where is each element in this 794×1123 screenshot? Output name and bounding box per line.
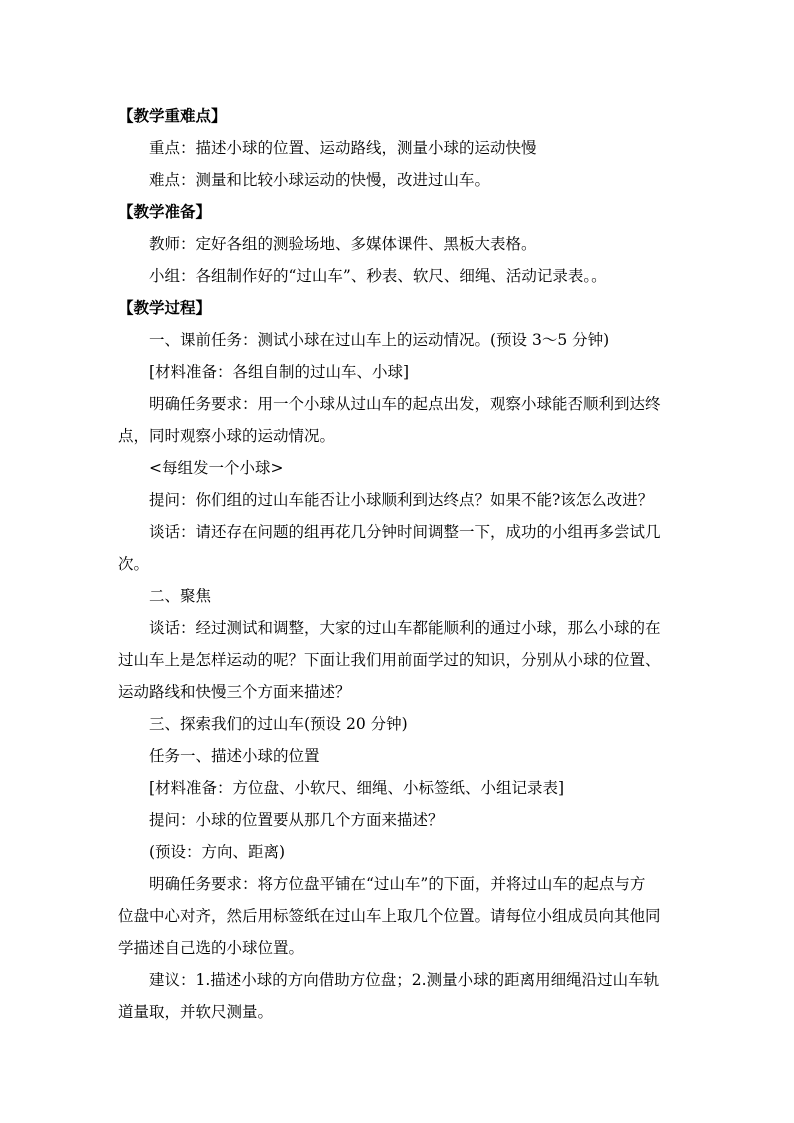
part2-talk-line2: 过山车上是怎样运动的呢？下面让我们用前面学过的知识，分别从小球的位置、: [118, 651, 661, 669]
focus-text: 重点：描述小球的位置、运动路线，测量小球的运动快慢: [149, 139, 537, 157]
part3-req-line3: 学描述自己选的小球位置。: [118, 939, 305, 957]
part2-talk-line3: 运动路线和快慢三个方面来描述？: [118, 683, 351, 701]
part1-question: 提问：你们组的过山车能否让小球顺利到达终点？如果不能?该怎么改进？: [149, 491, 654, 509]
part3-title: 三、探索我们的过山车(预设 20 分钟): [149, 715, 408, 733]
part1-talk-line2: 次。: [118, 555, 150, 573]
part1-distribute: <每组发一个小球>: [149, 459, 284, 477]
part3-req-line1: 明确任务要求：将方位盘平铺在“过山车”的下面，并将过山车的起点与方: [149, 875, 646, 893]
group-prep-text: 小组：各组制作好的“过山车”、秒表、软尺、细绳、活动记录表。。: [149, 267, 607, 285]
difficulty-text: 难点：测量和比较小球运动的快慢，改进过山车。: [149, 171, 491, 189]
part1-talk-line1: 谈话：请还存在问题的组再花几分钟时间调整一下，成功的小组再多尝试几: [149, 523, 661, 541]
heading-key-points: 【教学重难点】: [118, 107, 227, 125]
teacher-prep-text: 教师：定好各组的测验场地、多媒体课件、黑板大表格。: [149, 235, 537, 253]
part1-task-line2: 点，同时观察小球的运动情况。: [118, 427, 336, 445]
part2-title: 二、聚焦: [149, 587, 212, 605]
part3-materials: [材料准备：方位盘、小软尺、细绳、小标签纸、小组记录表]: [149, 779, 565, 797]
part3-req-line2: 位盘中心对齐，然后用标签纸在过山车上取几个位置。请每位小组成员向其他同: [118, 907, 661, 925]
part3-advice-line2: 道量取，并软尺测量。: [118, 1003, 274, 1021]
part3-advice-line1: 建议：1.描述小球的方向借助方位盘；2.测量小球的距离用细绳沿过山车轨: [149, 971, 660, 989]
part3-preset: (预设：方向、距离): [149, 843, 286, 861]
part3-task1: 任务一、描述小球的位置: [149, 747, 320, 765]
heading-process: 【教学过程】: [118, 299, 212, 317]
part1-title: 一、课前任务：测试小球在过山车上的运动情况。(预设 3～5 分钟): [149, 331, 610, 349]
part1-task-line1: 明确任务要求：用一个小球从过山车的起点出发，观察小球能否顺利到达终: [149, 395, 661, 413]
part1-materials: [材料准备：各组自制的过山车、小球]: [149, 363, 410, 381]
part3-question: 提问：小球的位置要从那几个方面来描述？: [149, 811, 444, 829]
heading-preparation: 【教学准备】: [118, 203, 212, 221]
part2-talk-line1: 谈话：经过测试和调整，大家的过山车都能顺利的通过小球，那么小球的在: [149, 619, 661, 637]
